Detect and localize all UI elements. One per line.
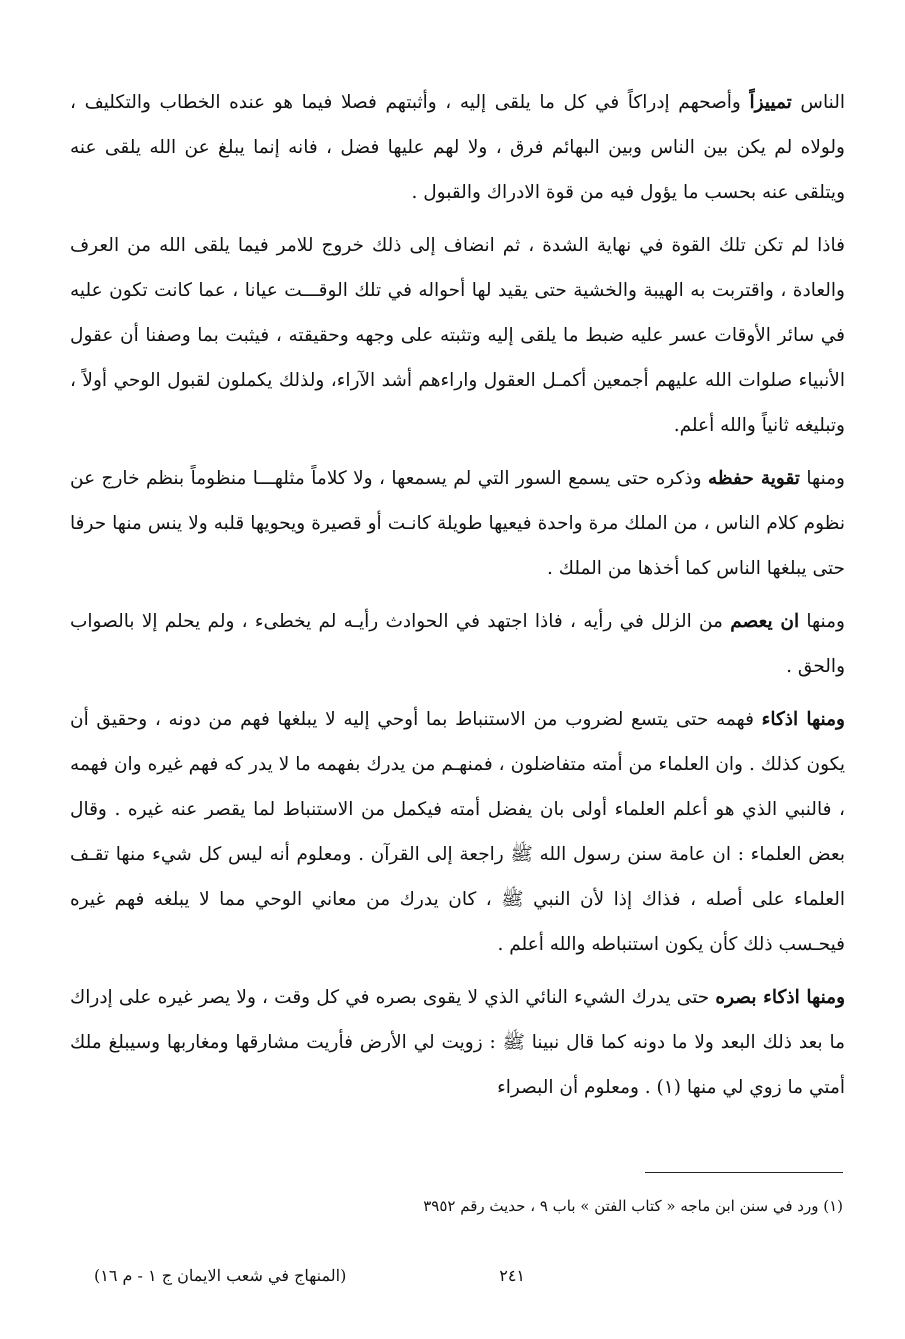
page-number: ٢٤١ <box>499 1266 525 1285</box>
paragraph-text: حتى يدرك الشيء النائي الذي لا يقوى بصره في كل وقت ، ولا يصر غيره على إدراك ما بعد ذلك البعد ولا ما دونه كما قال نبينا ﷺ : زويت لي الأرض فأريت مشارقها ومغاربها وسيبلغ ملك أمتي ما زوي لي منها (١) . ومعلوم أن البصراء <box>70 987 846 1098</box>
paragraph-text: من الزلل في رأيه ، فاذا اجتهد في الحوادث رأيـه لم يخطىء ، ولم يحلم إلا بالصواب والحق . <box>70 611 845 677</box>
paragraph <box>70 456 845 591</box>
main-text <box>70 80 845 1110</box>
bold-heading-phrase: ومنها اذكاء بصره <box>715 987 846 1008</box>
paragraph <box>70 697 845 967</box>
bold-heading-phrase: تقوية حفظه <box>707 468 800 489</box>
paragraph <box>70 80 845 215</box>
footnote-divider <box>645 1172 843 1173</box>
bold-heading-phrase: تمييزاً <box>749 92 792 113</box>
footnote: (١) ورد في سنن ابن ماجه « كتاب الفتن » باب ٩ ، حديث رقم ٣٩٥٢ <box>423 1197 843 1215</box>
bold-heading-phrase: ان يعصم <box>730 611 800 632</box>
paragraph <box>70 223 845 448</box>
paragraph-text: ومنها <box>799 468 845 489</box>
paragraph-text: فاذا لم تكن تلك القوة في نهاية الشدة ، ثم انضاف إلى ذلك خروج للامر فيما يلقى الله من العرف والعادة ، واقتربت به الهيبة والخشية حتى يقيد لها أحواله في تلك الوقـــت عيانا ، عما كانت تكون عليه في سائر الأوقات عسر عليه ضبط ما يلقى إليه وتثبته على وجهه وحقيقته ، فيثبت بما وصفنا أن عقول الأنبياء صلوات الله عليهم أجمعين أكمـل العقول واراءهم أشد الآراء، ولذلك يكملون لقبول الوحي أولاً ، وتبليغه ثانياً والله أعلم. <box>70 235 845 436</box>
paragraph-text: ومنها <box>799 611 845 632</box>
bold-heading-phrase: ومنها اذكاء <box>761 709 845 730</box>
paragraph <box>70 975 845 1110</box>
paragraph <box>70 599 845 689</box>
paragraph-text: فهمه حتى يتسع لضروب من الاستنباط بما أوحي إليه لا يبلغها فهم من دونه ، وحقيق أن يكون كذلك . وان العلماء من أمته متفاضلون ، فمنهـم من يدرك بفهمه ما لا يدر كه فهم غيره وان فهمه ، فالنبي الذي هو أعلم العلماء أولى بان يفضل أمته فيكمل من الاستنباط لما يقصر عنه غيره . وقال بعض العلماء : ان عامة سنن رسول الله ﷺ راجعة إلى القرآن . ومعلوم أنه ليس كل شيء منها تقـف العلماء على أصله ، فذاك إذا لأن النبي ﷺ ، كان يدرك من معاني الوحي مما لا يبلغه فهم غيره فيحـسب ذلك كأن يكون استنباطه والله أعلم . <box>70 709 845 955</box>
paragraph-text: وذكره حتى يسمع السور التي لم يسمعها ، ولا كلاماً مثلهـــا منظوماً بنظم خارج عن نظوم كلام الناس ، من الملك مرة واحدة فيعيها طويلة كانـت أو قصيرة ويحويها قلبه ولا ينس منها حرفا حتى يبلغها الناس كما أخذها من الملك . <box>70 468 845 579</box>
paragraph-text: الناس <box>791 92 845 113</box>
paragraph-text: وأصحهم إدراكاً في كل ما يلقى إليه ، وأثبتهم فصلا فيما هو عنده الخطاب والتكليف ، ولولاه لم يكن بين الناس وبين البهائم فرق ، ولا لهم عليها فضل ، فانه إنما يبلغ عن الله يلقى عنه ويتلقى عنه بحسب ما يؤول فيه من قوة الادراك والقبول . <box>70 92 845 203</box>
book-reference: (المنهاج في شعب الايمان ج ١ - م ١٦) <box>94 1266 347 1285</box>
